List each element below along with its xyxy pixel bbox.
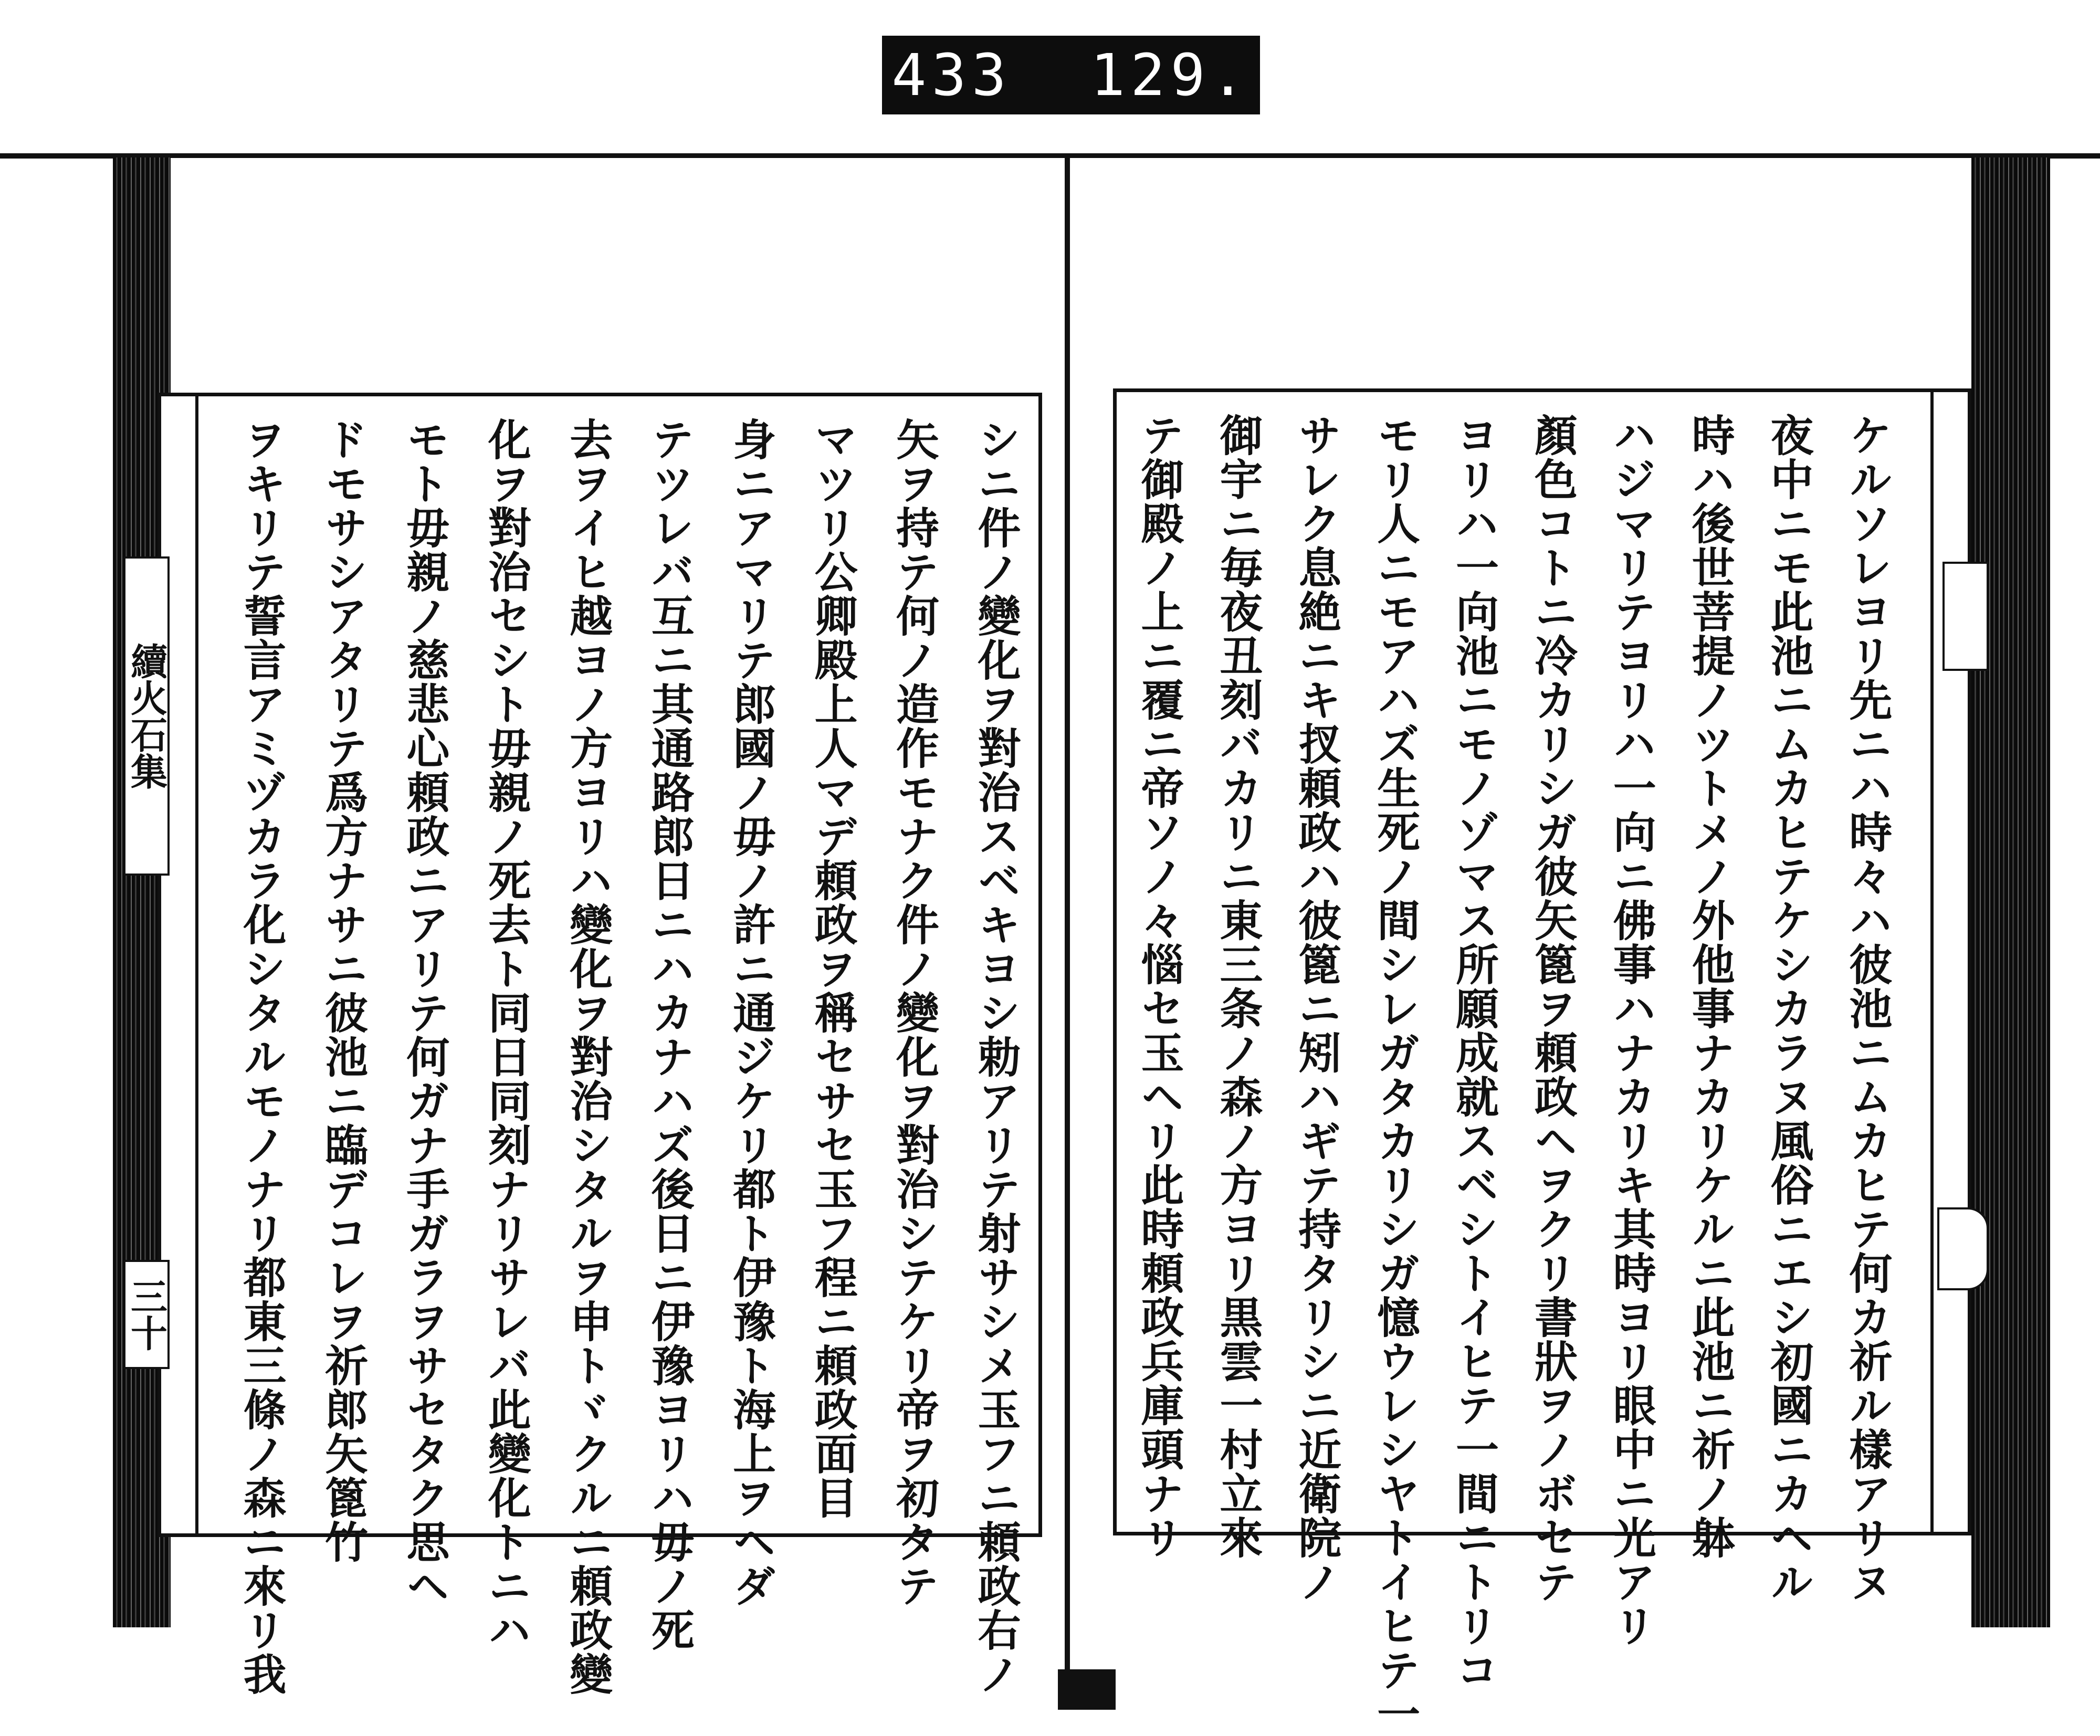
right-binding-edge bbox=[1971, 157, 2050, 1627]
right-page-frame bbox=[1113, 388, 1971, 1736]
left-column-6: 去ヲイヒ越ヨノ方ヨリハ變化ヲ對治シタルヲ申トヾクルニ頼政變 bbox=[562, 417, 613, 1696]
left-frame-inner-line bbox=[195, 396, 198, 1533]
right-margin-notch bbox=[1937, 1207, 1989, 1290]
right-column-9: 御宇ニ毎夜丑刻バカリニ東三条ノ森ノ方ヨリ黒雲一村立來 bbox=[1212, 413, 1263, 1560]
left-column-10: ヲキリテ誓言アミヅカラ化シタルモノナリ都東三條ノ森ニ來リ我 bbox=[236, 417, 287, 1696]
right-column-8: サレク息絶ニキ扠頼政ハ彼篦ニ矧ハギテ持タリシニ近衛院ノ bbox=[1291, 413, 1342, 1604]
reference-label bbox=[882, 36, 1260, 114]
right-column-1: ケルソレヨリ先ニハ時々ハ彼池ニムカヒテ何カ祈ル樣アリヌ bbox=[1842, 413, 1893, 1604]
reference-number-right: 129. bbox=[1090, 41, 1251, 109]
right-frame-inner-line bbox=[1930, 392, 1934, 1532]
left-column-9: ドモサシアタリテ爲方ナサニ彼池ニ臨デコレヲ祈郎矢篦竹 bbox=[318, 417, 369, 1564]
left-column-8: モト毋親ノ慈悲心頼政ニアリテ何ガナ手ガラヲサセタク思ヘ bbox=[399, 417, 450, 1608]
left-page-columns bbox=[236, 417, 1021, 1696]
left-column-4: 身ニアマリテ郎國ノ毋ノ許ニ通ジケリ都ト伊豫ト海上ヲヘダ bbox=[726, 417, 776, 1608]
margin-page-number: 三十 bbox=[123, 1260, 170, 1369]
gutter-foot-mark bbox=[1058, 1669, 1116, 1710]
margin-book-title: 續火石集 bbox=[123, 556, 170, 876]
right-column-5: 顏色コトニ冷カリシガ彼矢篦ヲ頼政ヘヲクリ書狀ヲノボセテ bbox=[1527, 413, 1578, 1604]
right-column-3: 時ハ後世菩提ノツトメノ外他事ナカリケルニ此池ニ祈ノ躰 bbox=[1685, 413, 1736, 1560]
left-column-1: シニ件ノ變化ヲ對治スベキヨシ勅アリテ射サシメ玉フニ頼政右ノ bbox=[970, 417, 1021, 1696]
right-page-columns bbox=[1134, 413, 1893, 1736]
left-column-3: マツリ公卿殿上人マデ頼政ヲ稱セサセ玉フ程ニ頼政面目 bbox=[807, 417, 858, 1520]
right-margin-tab bbox=[1942, 562, 1989, 671]
right-column-7: モリ人ニモアハズ生死ノ間シレガタカリシガ憶ウレシヤトイヒテ一 bbox=[1370, 413, 1421, 1736]
right-column-4: ハジマリテヨリハ一向ニ佛事ハナカリキ其時ヨリ眼中ニ光アリ bbox=[1606, 413, 1657, 1648]
left-column-5: テツレバ互ニ其通路郎日ニハカナハズ後日ニ伊豫ヨリハ毋ノ死 bbox=[644, 417, 695, 1652]
left-column-7: 化ヲ對治セシト毋親ノ死去ト同日同刻ナリサレバ此變化トニハ bbox=[481, 417, 532, 1652]
reference-number-left: 433 bbox=[891, 41, 1012, 109]
center-gutter bbox=[1065, 157, 1070, 1680]
right-column-10: テ御殿ノ上ニ覆ニ帝ソノ々惱セ玉ヘリ此時頼政兵庫頭ナリ bbox=[1134, 413, 1184, 1560]
left-column-2: 矢ヲ持テ何ノ造作モナク件ノ變化ヲ對治シテケリ帝ヲ初タテ bbox=[889, 417, 940, 1608]
right-column-2: 夜中ニモ此池ニムカヒテケシカラヌ風俗ニエシ初國ニカヘル bbox=[1763, 413, 1814, 1604]
right-column-6: ヨリハ一向池ニモノゾマス所願成就スベシトイヒテ一間ニトリコ bbox=[1448, 413, 1499, 1692]
left-page-frame bbox=[158, 393, 1042, 1696]
